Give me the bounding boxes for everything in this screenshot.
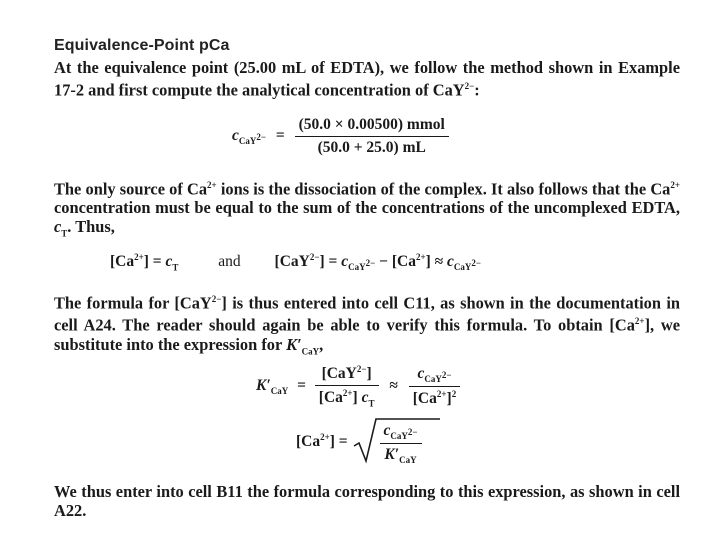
eq1-fraction (295, 116, 449, 157)
eq3-den1 (315, 386, 379, 408)
eq2-left-c: c (165, 253, 173, 271)
eq3-den2-sup: 2+ (436, 388, 447, 399)
eq4-square-root (352, 420, 422, 465)
para2-t1-sup: 2+ (207, 180, 217, 190)
paragraph-1 (54, 58, 680, 99)
para3-t3: ], we substitute into the expression for (54, 315, 680, 354)
para2-t1: The only source of Ca (54, 179, 208, 199)
eq3-num1-close: ] (366, 365, 372, 383)
eq2-minus: − [Ca (375, 253, 416, 271)
eq2-left-c-sub: T (172, 262, 179, 273)
eq3-den1-text: [Ca (318, 389, 343, 407)
radical-sign-icon (352, 416, 442, 466)
eq1-equals: = (275, 127, 285, 145)
para3-k-sub: CaY (301, 346, 320, 357)
para3-t1-sup: 2− (211, 294, 222, 304)
eq2-right1: [CaY (274, 253, 310, 271)
eq2-c-symbol: c (341, 253, 349, 271)
para2-ct-sub: T (61, 228, 68, 239)
eq2-left: [Ca (110, 253, 135, 271)
eq3-lhs-sub: CaY (270, 385, 289, 396)
equation-calcium-concentration (296, 420, 422, 465)
eq3-num2-sub-text: CaY (424, 373, 442, 384)
eq1-lhs-sub-sup: 2− (256, 132, 267, 143)
para3-t4: , (319, 334, 324, 354)
para3-t2: ] is thus entered into cell C11, as shown in the documentation in cell A24. The reader should again be able to verify this formula. To obtain [Ca (54, 293, 680, 335)
eq1-denominator: (50.0 + 25.0) mL (317, 139, 426, 156)
eq3-num2-c: c (417, 364, 425, 382)
eq1-numerator: (50.0 × 0.00500) mmol (295, 116, 449, 137)
eq3-num1-sup: 2− (356, 364, 367, 374)
eq2-approx-sub-text: CaY (453, 262, 472, 273)
eq3-num2 (409, 365, 460, 387)
eq2-right1-sup: 2− (309, 252, 320, 262)
para3-t1: The formula for [CaY (54, 293, 212, 313)
paragraph-1-end: : (474, 80, 480, 100)
para2-ct-symbol: c (54, 217, 62, 237)
eq2-minus-close: ] ≈ (425, 253, 448, 271)
eq2-and: and (218, 253, 241, 271)
eq3-den1-close: ] (352, 389, 362, 407)
eq3-equals: = (297, 376, 306, 394)
eq2-right1-close: ] = (319, 253, 342, 271)
equation-analytical-concentration (232, 116, 449, 157)
eq3-den2-close: ] (446, 389, 452, 407)
paragraph-3 (54, 290, 680, 361)
paragraph-4: We thus enter into cell B11 the formula corresponding to this expression, as shown in cell A22. (54, 482, 680, 520)
section-heading: Equivalence-Point pCa (54, 37, 230, 54)
eq3-num1-text: [CaY (321, 365, 357, 383)
eq4-lhs-close: ] = (329, 433, 348, 451)
eq2-minus-sup: 2+ (415, 252, 426, 262)
eq2-c-sub-sup: 2− (365, 258, 376, 269)
eq1-lhs-symbol: c (232, 127, 239, 145)
eq2-approx-sub (453, 258, 482, 273)
eq3-den1-c-sub: T (368, 398, 375, 409)
eq3-den2-text: [Ca (412, 389, 437, 407)
para2-t4: . Thus, (67, 217, 115, 237)
eq3-fraction-1 (315, 364, 379, 408)
eq2-approx-sub-sup: 2− (471, 258, 482, 269)
eq4-den-sub: CaY (399, 455, 417, 466)
eq3-lhs: K′ (256, 376, 271, 394)
eq3-num2-sub (424, 369, 452, 384)
eq2-left-sup: 2+ (134, 252, 144, 262)
eq2-c-sub-text: CaY (348, 262, 366, 273)
eq2-c-sub (348, 258, 376, 273)
eq3-num1 (315, 364, 379, 386)
eq1-lhs-sub-text: CaY (238, 136, 257, 147)
eq4-num-sub-sup: 2− (407, 427, 418, 438)
equation-equalities (110, 252, 690, 272)
eq4-lhs-sup: 2+ (320, 432, 330, 442)
para2-t2: ions is the dissociation of the complex. It also follows that the Ca (216, 179, 671, 199)
paragraph-2 (54, 176, 680, 244)
eq2-left-close: ] = (143, 253, 166, 271)
eq3-fraction-2 (409, 365, 460, 408)
eq3-den2 (409, 387, 460, 408)
eq4-lhs: [Ca (296, 433, 321, 451)
eq4-den-k: K′ (384, 446, 400, 464)
para3-k-symbol: K′ (286, 334, 302, 354)
eq4-num-c: c (383, 422, 391, 439)
para2-t2-sup: 2+ (670, 180, 680, 190)
eq3-den2-pow: 2 (451, 388, 457, 399)
eq1-lhs-sub (238, 132, 267, 147)
eq4-num-sub-text: CaY (390, 431, 408, 442)
eq2-approx-c: c (447, 253, 454, 271)
eq3-den1-c: c (361, 389, 369, 407)
para2-t3: concentration must be equal to the sum of the concentrations of the uncomplexed EDTA, (54, 198, 680, 218)
eq3-den1-sup: 2+ (342, 388, 353, 399)
eq3-num2-sub-sup: 2− (441, 369, 452, 380)
eq3-approx: ≈ (389, 376, 398, 394)
paragraph-1-text: At the equivalence point (25.00 mL of EDTA), we follow the method shown in Example 17-2 and first compute the analytical concentration of CaY (54, 58, 680, 100)
para3-t2-sup: 2+ (634, 316, 645, 327)
equation-conditional-constant (256, 364, 460, 408)
paragraph-1-sup: 2− (464, 81, 475, 91)
